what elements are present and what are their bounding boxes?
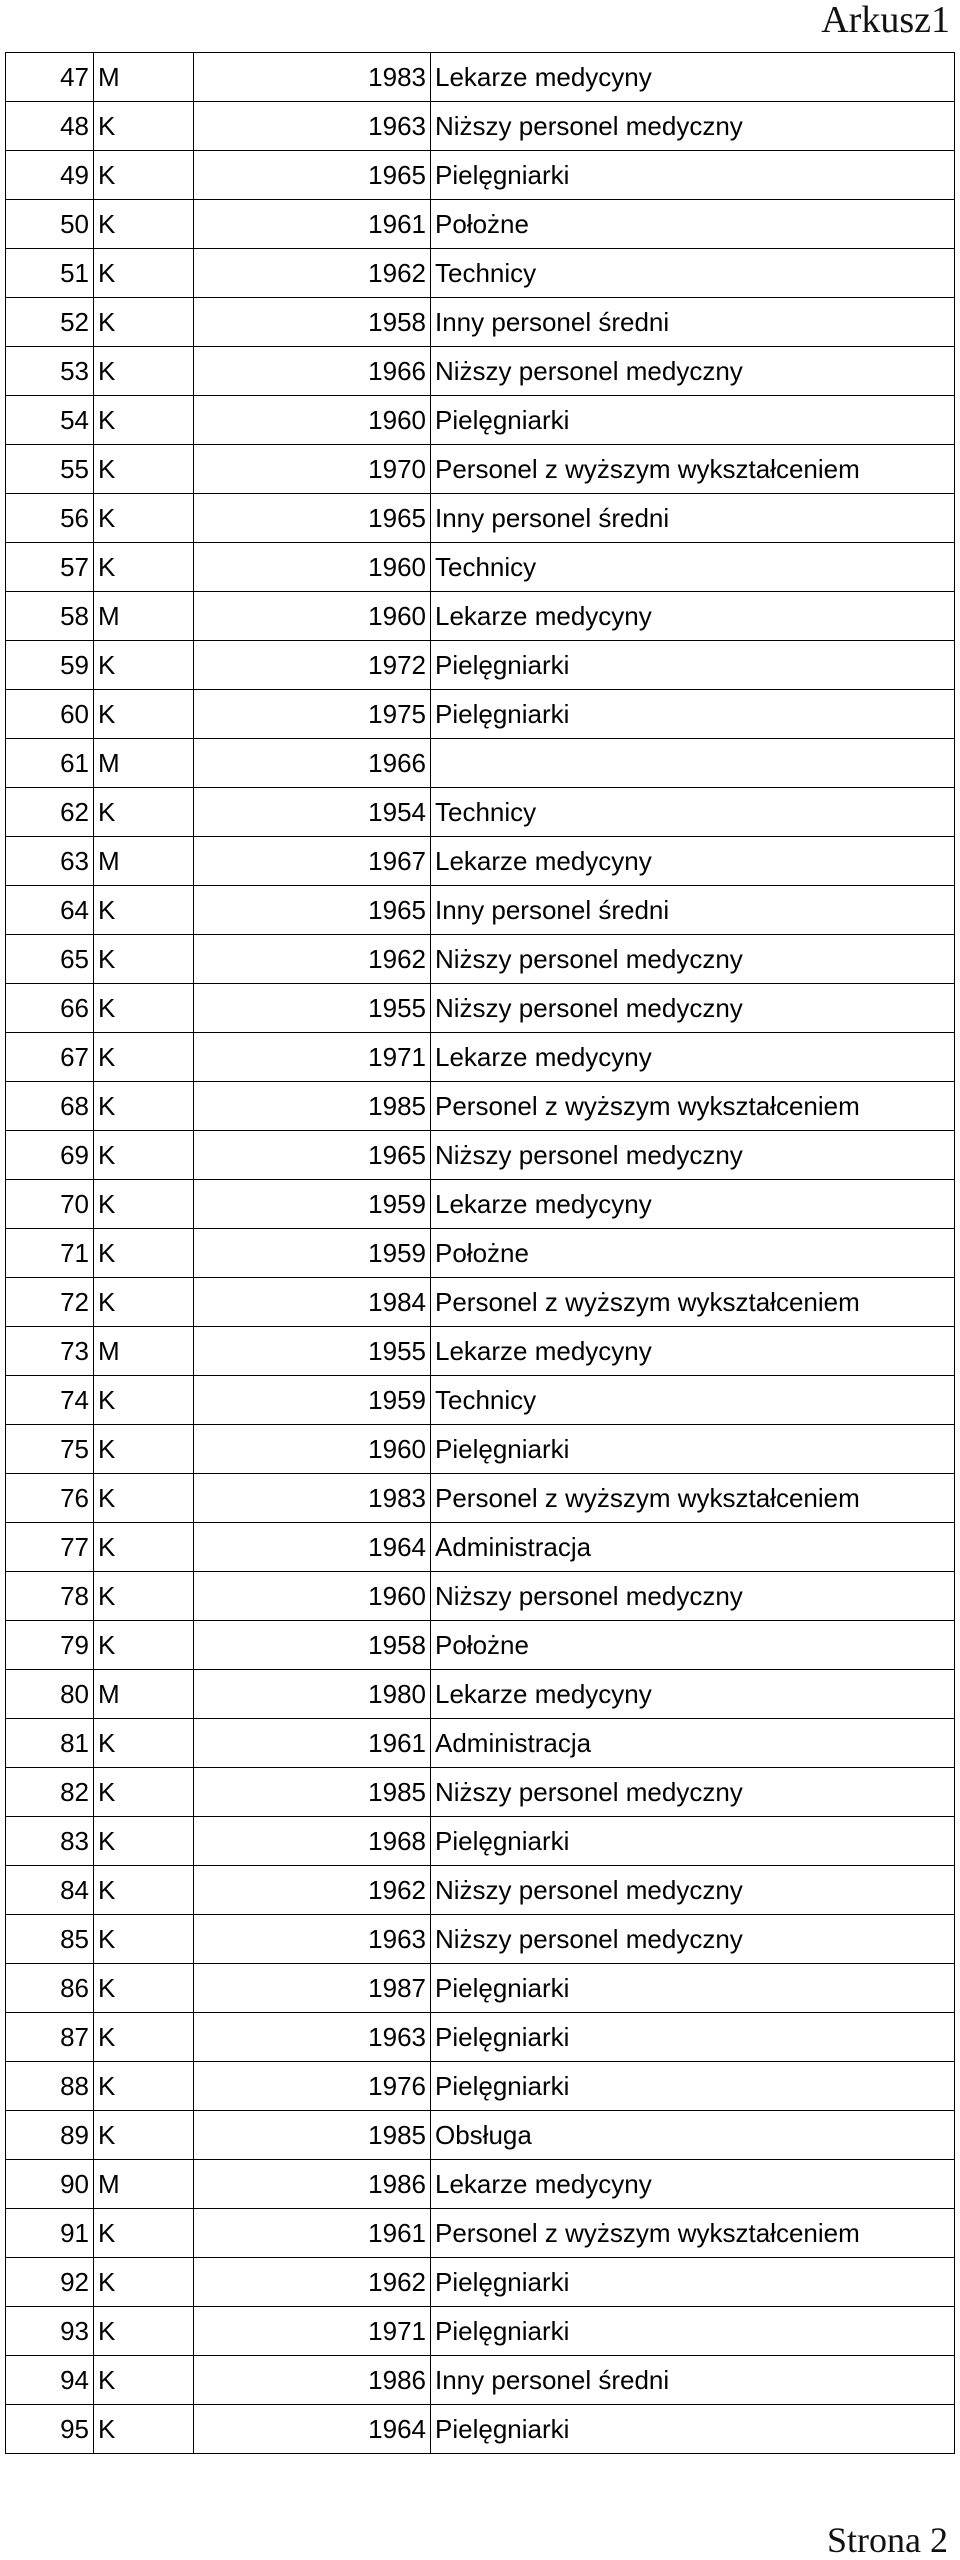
sex-cell: K [94,249,194,298]
sex-cell: K [94,1523,194,1572]
sex-cell: K [94,151,194,200]
table-row [6,2258,955,2307]
birth-year-cell: 1985 [194,2111,431,2160]
table-row [6,1327,955,1376]
table-row [6,837,955,886]
staff-group-cell: Niższy personel medyczny [431,102,955,151]
staff-group-cell: Niższy personel medyczny [431,984,955,1033]
sex-cell: K [94,445,194,494]
table-row [6,1082,955,1131]
staff-group-cell: Inny personel średni [431,298,955,347]
table-row [6,2013,955,2062]
birth-year-cell: 1960 [194,1572,431,1621]
staff-group-cell: Pielęgniarki [431,1817,955,1866]
row-number-cell: 49 [6,151,94,200]
table-row [6,396,955,445]
row-number-cell: 48 [6,102,94,151]
sex-cell: K [94,396,194,445]
birth-year-cell: 1971 [194,2307,431,2356]
sex-cell: K [94,347,194,396]
staff-group-cell: Administracja [431,1719,955,1768]
birth-year-cell: 1966 [194,347,431,396]
row-number-cell: 51 [6,249,94,298]
table-row [6,1866,955,1915]
birth-year-cell: 1962 [194,1866,431,1915]
row-number-cell: 57 [6,543,94,592]
sex-cell: K [94,2405,194,2454]
row-number-cell: 53 [6,347,94,396]
birth-year-cell: 1986 [194,2160,431,2209]
birth-year-cell: 1965 [194,886,431,935]
row-number-cell: 83 [6,1817,94,1866]
row-number-cell: 69 [6,1131,94,1180]
table-row [6,788,955,837]
staff-group-cell: Lekarze medycyny [431,837,955,886]
table-row [6,102,955,151]
staff-group-cell: Administracja [431,1523,955,1572]
birth-year-cell: 1962 [194,249,431,298]
table-row [6,1523,955,1572]
row-number-cell: 81 [6,1719,94,1768]
birth-year-cell: 1961 [194,200,431,249]
birth-year-cell: 1962 [194,2258,431,2307]
sex-cell: K [94,2356,194,2405]
row-number-cell: 85 [6,1915,94,1964]
table-row [6,53,955,102]
staff-group-cell: Obsługa [431,2111,955,2160]
table-row [6,984,955,1033]
staff-group-cell: Lekarze medycyny [431,2160,955,2209]
birth-year-cell: 1976 [194,2062,431,2111]
birth-year-cell: 1959 [194,1180,431,1229]
staff-group-cell: Niższy personel medyczny [431,347,955,396]
birth-year-cell: 1986 [194,2356,431,2405]
sex-cell: K [94,1964,194,2013]
row-number-cell: 71 [6,1229,94,1278]
birth-year-cell: 1965 [194,151,431,200]
sex-cell: K [94,886,194,935]
staff-group-cell [431,739,955,788]
birth-year-cell: 1983 [194,1474,431,1523]
table-row [6,690,955,739]
table-row [6,886,955,935]
sex-cell: K [94,1180,194,1229]
table-row [6,2405,955,2454]
row-number-cell: 61 [6,739,94,788]
sex-cell: M [94,739,194,788]
table-row [6,1131,955,1180]
staff-group-cell: Lekarze medycyny [431,1180,955,1229]
data-table [5,52,955,2454]
staff-group-cell: Inny personel średni [431,2356,955,2405]
sex-cell: K [94,2013,194,2062]
table-row [6,1964,955,2013]
staff-group-cell: Pielęgniarki [431,396,955,445]
row-number-cell: 58 [6,592,94,641]
birth-year-cell: 1963 [194,1915,431,1964]
birth-year-cell: 1971 [194,1033,431,1082]
sex-cell: K [94,1768,194,1817]
sex-cell: K [94,788,194,837]
table-body [6,53,955,2454]
row-number-cell: 64 [6,886,94,935]
staff-group-cell: Pielęgniarki [431,1425,955,1474]
sex-cell: K [94,690,194,739]
birth-year-cell: 1959 [194,1376,431,1425]
birth-year-cell: 1960 [194,592,431,641]
table-row [6,1719,955,1768]
table-row [6,1278,955,1327]
birth-year-cell: 1985 [194,1082,431,1131]
row-number-cell: 67 [6,1033,94,1082]
table-row [6,2356,955,2405]
table-row [6,1425,955,1474]
table-row [6,1229,955,1278]
birth-year-cell: 1965 [194,1131,431,1180]
birth-year-cell: 1984 [194,1278,431,1327]
sex-cell: K [94,200,194,249]
table-row [6,1033,955,1082]
staff-group-cell: Pielęgniarki [431,690,955,739]
birth-year-cell: 1961 [194,1719,431,1768]
row-number-cell: 68 [6,1082,94,1131]
staff-group-cell: Położne [431,1229,955,1278]
sheet-title: Arkusz1 [821,0,950,41]
sex-cell: K [94,1376,194,1425]
staff-group-cell: Inny personel średni [431,886,955,935]
row-number-cell: 91 [6,2209,94,2258]
birth-year-cell: 1968 [194,1817,431,1866]
staff-group-cell: Pielęgniarki [431,2258,955,2307]
staff-group-cell: Niższy personel medyczny [431,1768,955,1817]
birth-year-cell: 1967 [194,837,431,886]
table-row [6,249,955,298]
staff-group-cell: Położne [431,1621,955,1670]
table-row [6,1670,955,1719]
staff-group-cell: Pielęgniarki [431,2405,955,2454]
birth-year-cell: 1964 [194,1523,431,1572]
table-row [6,1915,955,1964]
birth-year-cell: 1960 [194,1425,431,1474]
sex-cell: K [94,2307,194,2356]
sex-cell: K [94,935,194,984]
row-number-cell: 93 [6,2307,94,2356]
sex-cell: K [94,1425,194,1474]
row-number-cell: 86 [6,1964,94,2013]
row-number-cell: 56 [6,494,94,543]
staff-group-cell: Personel z wyższym wykształceniem [431,1474,955,1523]
row-number-cell: 60 [6,690,94,739]
row-number-cell: 52 [6,298,94,347]
sex-cell: K [94,1572,194,1621]
birth-year-cell: 1960 [194,396,431,445]
table-row [6,641,955,690]
table-row [6,1768,955,1817]
row-number-cell: 50 [6,200,94,249]
row-number-cell: 80 [6,1670,94,1719]
sex-cell: K [94,298,194,347]
staff-group-cell: Lekarze medycyny [431,1327,955,1376]
birth-year-cell: 1955 [194,984,431,1033]
table-row [6,1376,955,1425]
row-number-cell: 84 [6,1866,94,1915]
staff-group-cell: Lekarze medycyny [431,1670,955,1719]
row-number-cell: 63 [6,837,94,886]
sex-cell: K [94,641,194,690]
birth-year-cell: 1987 [194,1964,431,2013]
table-row [6,298,955,347]
staff-group-cell: Lekarze medycyny [431,592,955,641]
staff-group-cell: Pielęgniarki [431,2307,955,2356]
sex-cell: K [94,102,194,151]
table-row [6,2307,955,2356]
sex-cell: K [94,984,194,1033]
birth-year-cell: 1962 [194,935,431,984]
row-number-cell: 87 [6,2013,94,2062]
sex-cell: K [94,2209,194,2258]
staff-group-cell: Lekarze medycyny [431,1033,955,1082]
staff-group-cell: Technicy [431,543,955,592]
staff-group-cell: Niższy personel medyczny [431,1866,955,1915]
birth-year-cell: 1964 [194,2405,431,2454]
sex-cell: K [94,1131,194,1180]
row-number-cell: 79 [6,1621,94,1670]
sex-cell: K [94,1719,194,1768]
staff-group-cell: Pielęgniarki [431,151,955,200]
birth-year-cell: 1965 [194,494,431,543]
row-number-cell: 70 [6,1180,94,1229]
sex-cell: K [94,2111,194,2160]
staff-group-cell: Technicy [431,1376,955,1425]
row-number-cell: 72 [6,1278,94,1327]
birth-year-cell: 1958 [194,1621,431,1670]
birth-year-cell: 1954 [194,788,431,837]
row-number-cell: 73 [6,1327,94,1376]
sex-cell: M [94,2160,194,2209]
birth-year-cell: 1975 [194,690,431,739]
staff-group-cell: Pielęgniarki [431,1964,955,2013]
row-number-cell: 54 [6,396,94,445]
staff-group-cell: Niższy personel medyczny [431,1915,955,1964]
table-row [6,543,955,592]
table-row [6,151,955,200]
table-row [6,1572,955,1621]
birth-year-cell: 1972 [194,641,431,690]
birth-year-cell: 1980 [194,1670,431,1719]
sex-cell: K [94,494,194,543]
page-footer: Strona 2 [827,2520,948,2560]
birth-year-cell: 1963 [194,2013,431,2062]
birth-year-cell: 1955 [194,1327,431,1376]
table-row [6,2160,955,2209]
sex-cell: M [94,592,194,641]
sex-cell: M [94,1670,194,1719]
staff-group-cell: Położne [431,200,955,249]
table-row [6,2111,955,2160]
birth-year-cell: 1961 [194,2209,431,2258]
staff-group-cell: Personel z wyższym wykształceniem [431,445,955,494]
sex-cell: K [94,1082,194,1131]
row-number-cell: 94 [6,2356,94,2405]
row-number-cell: 47 [6,53,94,102]
sex-cell: M [94,837,194,886]
table-row [6,445,955,494]
table-row [6,935,955,984]
birth-year-cell: 1960 [194,543,431,592]
row-number-cell: 95 [6,2405,94,2454]
table-row [6,494,955,543]
birth-year-cell: 1970 [194,445,431,494]
staff-group-cell: Lekarze medycyny [431,53,955,102]
birth-year-cell: 1959 [194,1229,431,1278]
staff-group-cell: Pielęgniarki [431,2013,955,2062]
staff-group-cell: Niższy personel medyczny [431,1572,955,1621]
row-number-cell: 88 [6,2062,94,2111]
sex-cell: K [94,543,194,592]
staff-group-cell: Pielęgniarki [431,641,955,690]
table-row [6,1474,955,1523]
staff-group-cell: Technicy [431,249,955,298]
row-number-cell: 90 [6,2160,94,2209]
sex-cell: K [94,1033,194,1082]
table-row [6,347,955,396]
staff-group-cell: Niższy personel medyczny [431,1131,955,1180]
table-row [6,592,955,641]
row-number-cell: 82 [6,1768,94,1817]
staff-group-cell: Technicy [431,788,955,837]
table-row [6,739,955,788]
table-row [6,1817,955,1866]
table-row [6,2062,955,2111]
row-number-cell: 76 [6,1474,94,1523]
row-number-cell: 55 [6,445,94,494]
sex-cell: K [94,2062,194,2111]
table-row [6,200,955,249]
birth-year-cell: 1963 [194,102,431,151]
birth-year-cell: 1985 [194,1768,431,1817]
table-row [6,2209,955,2258]
row-number-cell: 59 [6,641,94,690]
staff-group-cell: Pielęgniarki [431,2062,955,2111]
row-number-cell: 66 [6,984,94,1033]
birth-year-cell: 1983 [194,53,431,102]
row-number-cell: 62 [6,788,94,837]
sex-cell: K [94,1474,194,1523]
staff-group-cell: Inny personel średni [431,494,955,543]
sex-cell: K [94,2258,194,2307]
staff-group-cell: Personel z wyższym wykształceniem [431,1082,955,1131]
sex-cell: K [94,1278,194,1327]
row-number-cell: 89 [6,2111,94,2160]
row-number-cell: 65 [6,935,94,984]
birth-year-cell: 1958 [194,298,431,347]
row-number-cell: 77 [6,1523,94,1572]
table-row [6,1180,955,1229]
row-number-cell: 74 [6,1376,94,1425]
row-number-cell: 78 [6,1572,94,1621]
sex-cell: K [94,1817,194,1866]
staff-group-cell: Personel z wyższym wykształceniem [431,2209,955,2258]
sex-cell: K [94,1915,194,1964]
sex-cell: K [94,1866,194,1915]
table-row [6,1621,955,1670]
birth-year-cell: 1966 [194,739,431,788]
sex-cell: M [94,1327,194,1376]
sex-cell: K [94,1229,194,1278]
staff-group-cell: Personel z wyższym wykształceniem [431,1278,955,1327]
staff-group-cell: Niższy personel medyczny [431,935,955,984]
sex-cell: M [94,53,194,102]
row-number-cell: 92 [6,2258,94,2307]
sex-cell: K [94,1621,194,1670]
row-number-cell: 75 [6,1425,94,1474]
